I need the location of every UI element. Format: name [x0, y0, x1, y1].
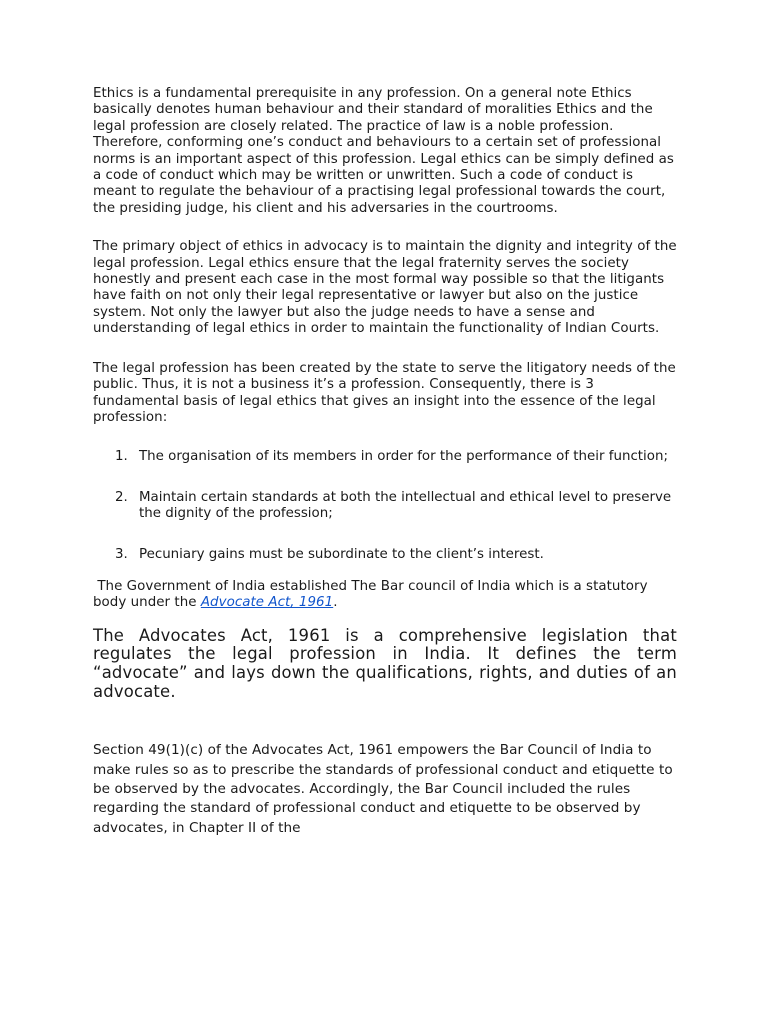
bar-council-text: The Government of India established The Bar council of India which is a statutory body under the [93, 578, 652, 611]
list-item-number: 2. [115, 489, 128, 505]
basis-list [93, 449, 677, 563]
list-item [93, 449, 677, 465]
bar-council-period: . [333, 595, 338, 611]
paragraph-section-49: Section 49(1)(c) of the Advocates Act, 1961 empowers the Bar Council of India to make rules so as to prescribe the standards of professional conduct and etiquette to be observed by the advocates. Accordingly, the Bar Council included the rules regarding the standard of professional conduct and etiquette to be observed by advocates, in Chapter II of the [93, 742, 673, 836]
document-page [93, 86, 677, 838]
list-item-text: Maintain certain standards at both the intellectual and ethical level to preserve the dignity of the profession; [139, 489, 672, 522]
list-item-text: The organisation of its members in order for the performance of their function; [139, 449, 668, 465]
advocate-act-link[interactable]: Advocate Act, 1961 [200, 595, 334, 611]
paragraph-ethics-intro: Ethics is a fundamental prerequisite in any profession. On a general note Ethics basically denotes human behaviour and their standard of moralities Ethics and the legal profession are closely related. The practice of law is a noble profession. Therefore, conforming one’s conduct and behaviours to a certain set of professional norms is an important aspect of this profession. Legal ethics can be simply defined as a code of conduct which may be written or unwritten. Such a code of conduct is meant to regulate the behaviour of a practising legal professional towards the court, the presiding judge, his client and his adversaries in the courtrooms. [93, 86, 674, 216]
list-item-text: Pecuniary gains must be subordinate to the client’s interest. [139, 546, 544, 562]
paragraph-bar-council [93, 579, 677, 612]
list-item-number: 3. [115, 546, 128, 562]
paragraph-advocates-act: The Advocates Act, 1961 is a comprehensive legislation that regulates the legal profession in India. It defines the term “advocate” and lays down the qualifications, rights, and duties of an advocate. [93, 625, 677, 701]
paragraph-legal-profession: The legal profession has been created by the state to serve the litigatory needs of the public. Thus, it is not a business it’s a profession. Consequently, there is 3 fundamental basis of legal ethics that gives an insight into the essence of the legal profession: [93, 360, 676, 425]
paragraph-primary-object: The primary object of ethics in advocacy is to maintain the dignity and integrity of the legal profession. Legal ethics ensure that the legal fraternity serves the society honestly and present each case in the most formal way possible so that the litigants have faith on not only their legal representative or lawyer but also on the justice system. Not only the lawyer but also the judge needs to have a sense and understanding of legal ethics in order to maintain the functionality of Indian Courts. [93, 239, 677, 337]
list-item-number: 1. [115, 449, 128, 465]
list-item [93, 547, 677, 563]
list-item [93, 490, 677, 523]
